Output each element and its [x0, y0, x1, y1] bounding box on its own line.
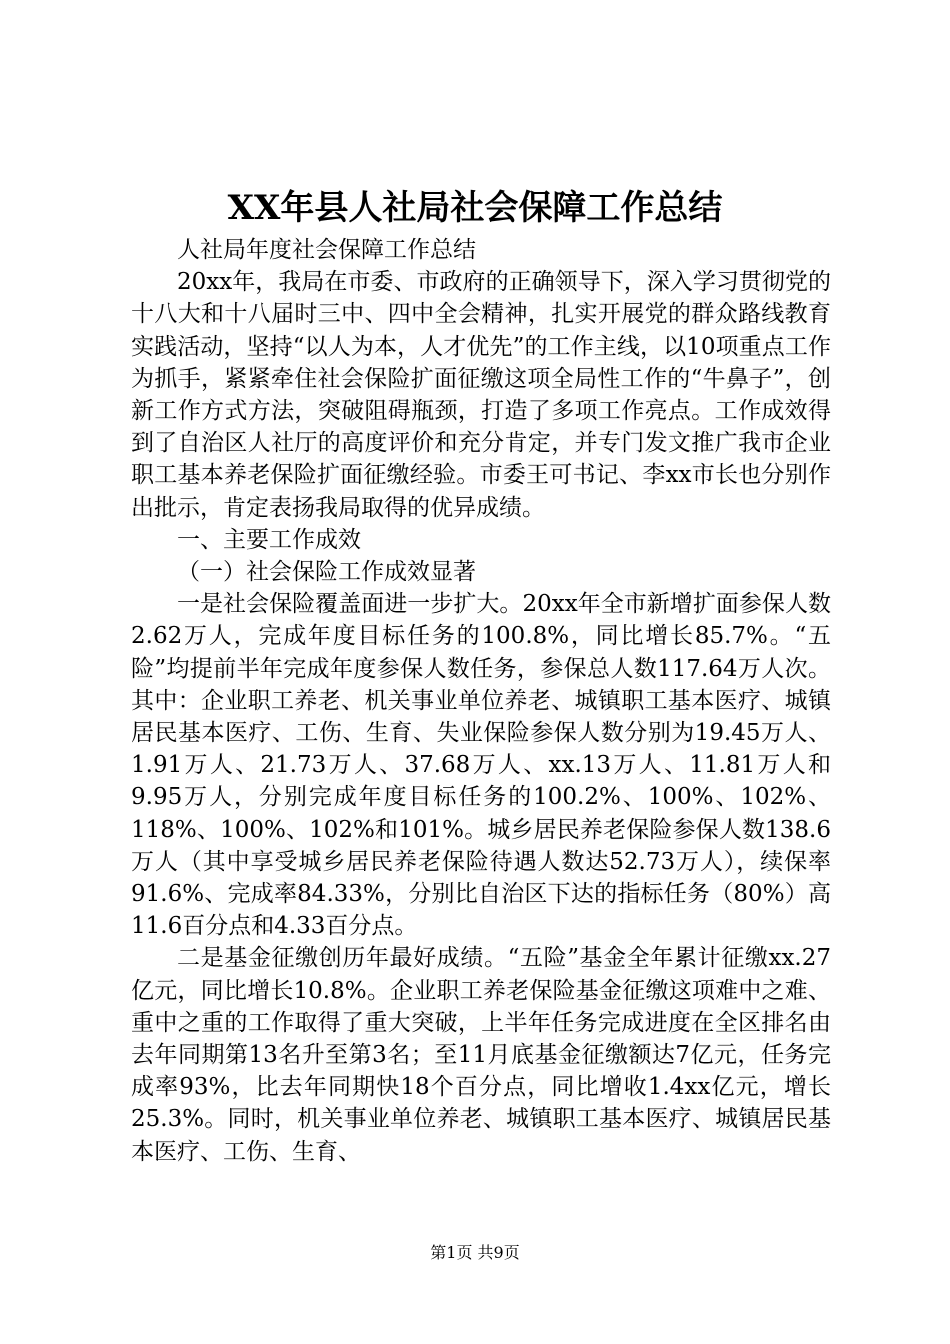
page-footer: 第1页 共9页 [430, 1243, 520, 1262]
body-paragraph: 一是社会保险覆盖面进一步扩大。20xx年全市新增扩面参保人数2.62万人，完成年度目标任务的100.8%，同比增长85.7%。“五险”均提前半年完成年度参保人数任务，参保总人数117.64万人次。其中：企业职工养老、机关事业单位养老、城镇职工基本医疗、城镇居民基本医疗、工伤、生育、失业保险参保人数分别为19.45万人、1.91万人、21.73万人、37.68万人、xx.13万人、11.81万人和9.95万人，分别完成年度目标任务的100.2%、100%、102%、118%、100%、102%和101%。城乡居民养老保险参保人数138.6万人（其中享受城乡居民养老保险待遇人数达52.73万人），续保率91.6%、完成率84.33%，分别比自治区下达的指标任务（80%）高11.6百分点和4.33百分点。 [131, 591, 831, 940]
body-paragraph: 二是基金征缴创历年最好成绩。“五险”基金全年累计征缴xx.27亿元，同比增长10.8%。企业职工养老保险基金征缴这项难中之难、重中之重的工作取得了重大突破，上半年任务完成进度在全区排名由去年同期第13名升至第3名；至11月底基金征缴额达7亿元，任务完成率93%，比去年同期快18个百分点，同比增收1.4xx亿元，增长25.3%。同时，机关事业单位养老、城镇职工基本医疗、城镇居民基本医疗、工伤、生育、 [131, 945, 831, 1165]
intro-paragraph: 20xx年，我局在市委、市政府的正确领导下，深入学习贯彻党的十八大和十八届时三中、四中全会精神，扎实开展党的群众路线教育实践活动，坚持“以人为本，人才优先”的工作主线，以10项重点工作为抓手，紧紧牵住社会保险扩面征缴这项全局性工作的“牛鼻子”，创新工作方式方法，突破阻碍瓶颈，打造了多项工作亮点。工作成效得到了自治区人社厅的高度评价和充分肯定，并专门发文推广我市企业职工基本养老保险扩面征缴经验。市委王可书记、李xx市长也分别作出批示，肯定表扬我局取得的优异成绩。 [131, 269, 831, 521]
document-body [131, 234, 831, 1168]
subtitle-paragraph: 人社局年度社会保障工作总结 [177, 237, 476, 263]
section-heading: 一、主要工作成效 [177, 526, 361, 553]
document-title: XX年县人社局社会保障工作总结 [227, 188, 723, 228]
subsection-heading: （一）社会保险工作成效显著 [177, 559, 476, 586]
